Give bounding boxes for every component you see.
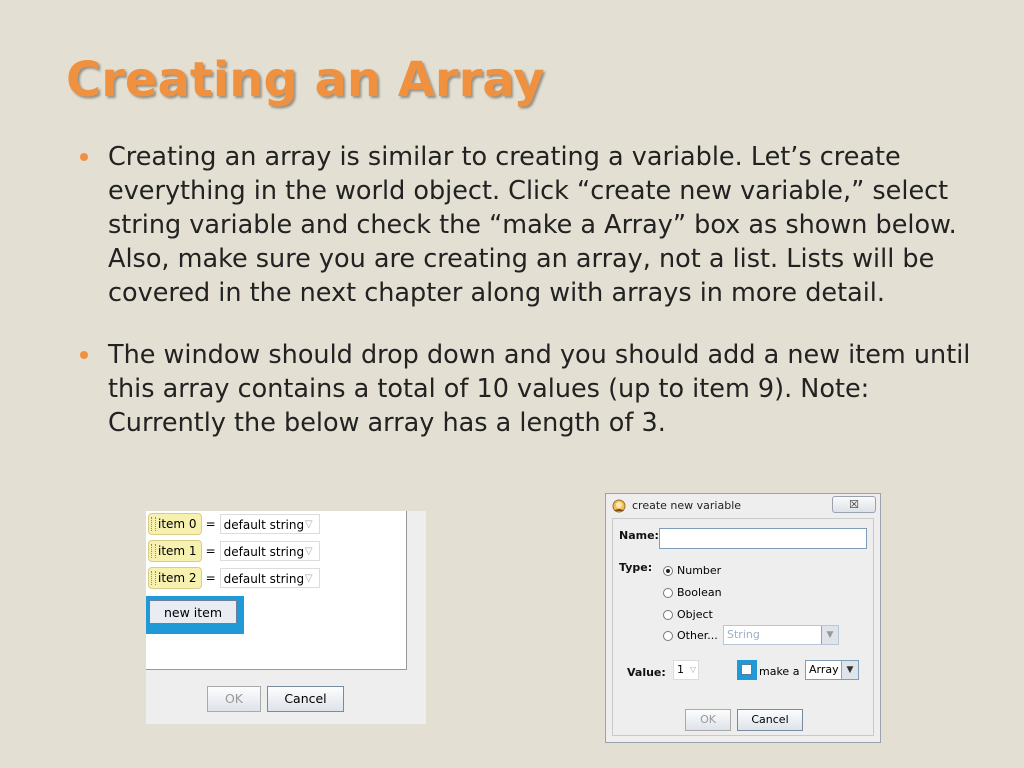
radio-label: Other...: [677, 629, 718, 642]
bullet-text: The window should drop down and you should add a new item until this array contains a total of 10 values (up to item 9). Note: Currently the below array has a length of 3.: [108, 340, 971, 438]
array-value-text: default string: [223, 545, 305, 559]
array-value-dropdown[interactable]: [220, 514, 320, 534]
other-type-value: String: [727, 628, 760, 641]
type-radio-number[interactable]: [663, 564, 721, 577]
array-editor-screenshot: [146, 511, 426, 724]
bullet-list: [78, 140, 978, 440]
radio-selected-icon: [663, 566, 673, 576]
type-radio-object[interactable]: [663, 608, 713, 621]
array-row: [148, 567, 320, 589]
chevron-down-icon: ▽: [304, 546, 313, 557]
radio-icon: [663, 631, 673, 641]
array-value-dropdown[interactable]: [220, 568, 320, 588]
dialog-title: create new variable: [632, 499, 742, 512]
array-item-tile[interactable]: item 0: [148, 513, 202, 535]
bullet-text: Creating an array is similar to creating a variable. Let’s create everything in the world object. Click “create new variable,” select string variable and check the “make a Array” box as shown below. Also, make sure you are creating an array, not a list. Lists will be covered in the next chapter along with arrays in more detail.: [108, 142, 957, 308]
create-variable-dialog: [605, 493, 881, 743]
cancel-button[interactable]: Cancel: [267, 686, 344, 712]
equals-sign: =: [205, 517, 216, 531]
radio-icon: [663, 588, 673, 598]
array-row: [148, 513, 320, 535]
dialog-cancel-button[interactable]: Cancel: [737, 709, 803, 731]
bullet-item: [78, 140, 978, 310]
make-array-highlight: [737, 660, 757, 680]
bullet-dot-icon: [80, 153, 88, 161]
chevron-down-icon: ▽: [689, 665, 696, 674]
type-radio-other[interactable]: [663, 629, 718, 642]
collection-type-dropdown[interactable]: [805, 660, 859, 680]
bullet-dot-icon: [80, 351, 88, 359]
array-value-text: default string: [223, 518, 305, 532]
close-button[interactable]: ☒: [832, 496, 876, 513]
alice-app-icon: [612, 499, 626, 513]
array-value-text: default string: [223, 572, 305, 586]
value-text: 1: [677, 663, 684, 676]
radio-icon: [663, 610, 673, 620]
array-items-panel: [146, 511, 407, 670]
slide-title: Creating an Array: [66, 52, 545, 108]
name-input[interactable]: [659, 528, 867, 549]
value-dropdown[interactable]: [673, 660, 699, 680]
equals-sign: =: [205, 544, 216, 558]
name-label: Name:: [619, 529, 659, 542]
array-value-dropdown[interactable]: [220, 541, 320, 561]
radio-label: Number: [677, 564, 722, 577]
type-radio-boolean[interactable]: [663, 586, 722, 599]
new-item-button[interactable]: new item: [149, 600, 237, 624]
make-a-label: make a: [759, 665, 800, 678]
value-label: Value:: [627, 666, 666, 679]
type-label: Type:: [619, 561, 653, 574]
collection-type-value: Array: [809, 663, 839, 676]
equals-sign: =: [205, 571, 216, 585]
ok-button[interactable]: OK: [207, 686, 261, 712]
chevron-down-icon: ▽: [304, 573, 313, 584]
chevron-down-icon: ▽: [304, 519, 313, 530]
dialog-titlebar: [606, 494, 880, 518]
radio-label: Object: [677, 608, 713, 621]
array-item-tile[interactable]: item 1: [148, 540, 202, 562]
dropdown-arrow-icon: ▼: [841, 661, 858, 679]
other-type-dropdown[interactable]: [723, 625, 839, 645]
dropdown-arrow-icon: ▼: [821, 626, 838, 644]
new-item-highlight: [146, 596, 244, 634]
array-row: [148, 540, 320, 562]
dialog-ok-button[interactable]: OK: [685, 709, 731, 731]
bullet-item: [78, 338, 978, 440]
dialog-body: [612, 518, 874, 736]
make-array-checkbox[interactable]: [741, 664, 752, 675]
array-item-tile[interactable]: item 2: [148, 567, 202, 589]
radio-label: Boolean: [677, 586, 722, 599]
